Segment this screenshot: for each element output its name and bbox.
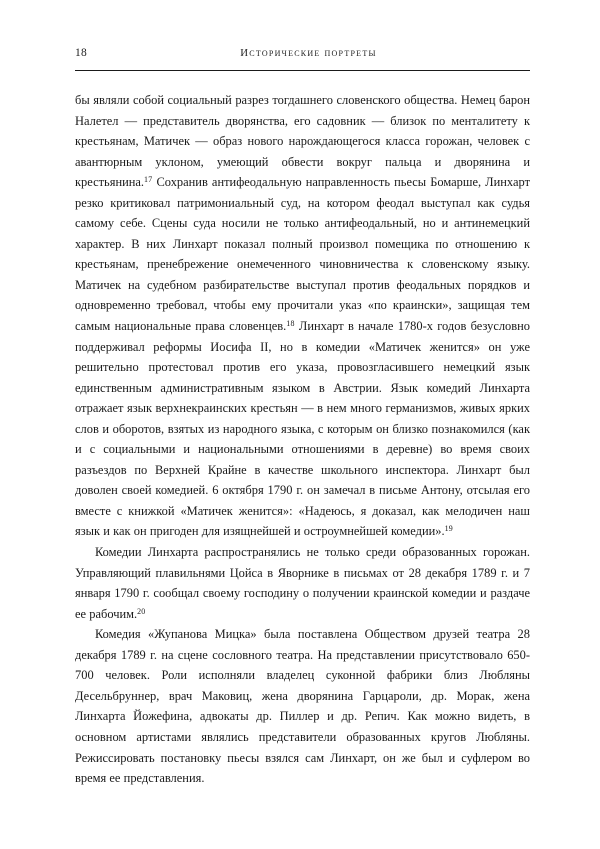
footnote-reference[interactable]: 20 [137,606,146,616]
running-head-title: Исторические портреты [240,47,377,59]
body-text-run: Линхарт в начале 1780-х годов безусловно поддерживал реформы Иосифа II, но в комедии «Матичек женится» он уже решительно протестовал против его указа, провозгласившего немецкий язык единственным административным языком в Австрии. Язык комедий Линхарта отражает язык верхнекраинских крестьян — в нем много германизмов, живых ярких слов и оборотов, взятых из народного языка, с которым он близко познакомился (как и с социальными и национальными отношениями в деревне) во время своих разъездов по Верхней Крайне в качестве школьного инспектора. Линхарт был доволен своей комедией. 6 октября 1790 г. он замечал в письме Антону, отсылая его вместе с книжкой «Матичек женится»: «Надеюсь, я доказал, как мелодичен наш язык и как он пригоден для изящнейшей и остроумнейшей комедии». [75,319,531,539]
body-text-run: Сохранив антифеодальную направленность пьесы Бомарше, Линхарт резко критиковал патримониальный суд, на котором феодал выступал как судья самому себе. Сцены суда носили не только антифеодальный, но и антинемецкий характер. В них Линхарт показал полный произвол помещика по отношению к крестьянам, пренебрежение онемеченного чиновничества к словенскому языку. Матичек на судебном разбирательстве выступал против феодальных порядков и одновременно требовал, чтобы ему прочитали указ «по краински», защищая тем самым национальные права словенцев. [75,175,530,334]
header-rule-divider [75,70,530,71]
body-paragraph [75,624,530,788]
running-head-title-wrap [87,48,530,59]
running-head [75,48,530,70]
body-text-run: Комедия «Жупанова Мицка» была поставлена Обществом друзей театра 28 декабря 1789 г. на сцене сословного театра. На представлении присутствовало 650-700 человек. Роли исполняли владелец суконной фабрики близ Любляны Десельбруннер, врач Маковиц, жена дворянина Гарцароли, др. Морак, жена Линхарта Йожефина, адвокаты др. Пиллер и др. Репич. Как можно видеть, в основном артистами являлись представители образованных кругов Любляны. Режиссировать постановку пьесы взялся сам Линхарт, он же был и суфлером во время ее представления. [75,627,530,786]
page-number: 18 [75,47,87,59]
body-text-run: Комедии Линхарта распространялись не только среди образованных горожан. Управляющий плавильнями Цойса в Яворнике в письмах от 28 декабря 1789 г. и 7 января 1790 г. сообщал своему господину о получении краинской комедии и раздаче ее рабочим. [75,545,530,621]
body-paragraph [75,542,530,624]
body-text-run: бы являли собой социальный разрез тогдашнего словенского общества. Немец барон Налетел — представитель дворянства, его садовник — близок по менталитету к крестьянам, Матичек — образ нового нарождающегося класса горожан, человек с авантюрным уклоном, умеющий обвести вокруг пальца и дворянина и крестьянина. [75,93,530,190]
footnote-reference[interactable]: 19 [444,524,453,534]
body-text-block [75,90,530,789]
footnote-reference[interactable]: 18 [286,318,295,328]
body-paragraph [75,90,530,542]
footnote-reference[interactable]: 17 [144,175,153,185]
